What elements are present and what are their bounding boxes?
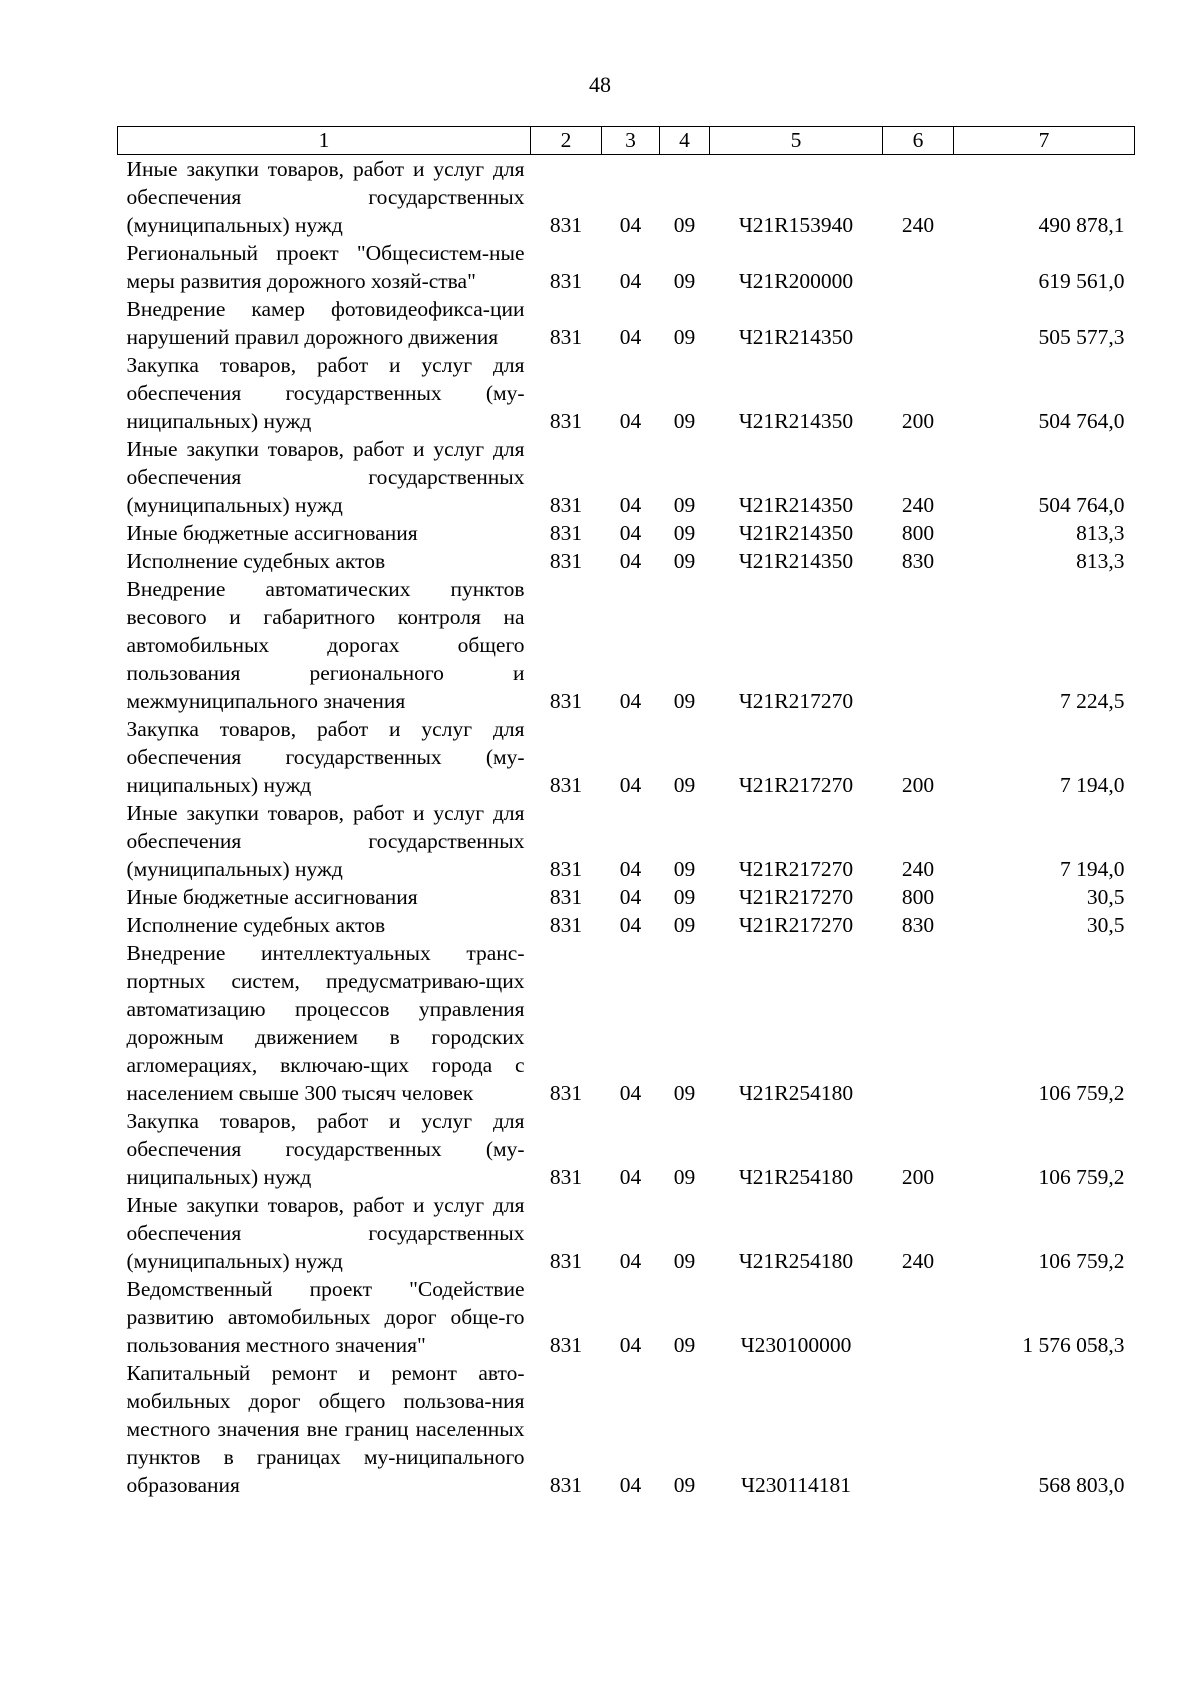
- table-row: [118, 911, 1135, 939]
- row-section-code: 04: [619, 857, 642, 881]
- table-row: [118, 1359, 1135, 1499]
- row-amount: 106 759,2: [1038, 1249, 1125, 1273]
- table-row: [118, 715, 1135, 799]
- table-row: [118, 883, 1135, 911]
- row-amount: 30,5: [1086, 885, 1125, 909]
- row-grbs-code: 831: [549, 1473, 583, 1497]
- row-amount: 504 764,0: [1038, 493, 1125, 517]
- table-row: [118, 351, 1135, 435]
- row-target-article: Ч21R217270: [738, 885, 854, 909]
- table-row: [118, 939, 1135, 1107]
- budget-table: [117, 126, 1135, 1499]
- row-expense-type: 240: [901, 1249, 935, 1273]
- row-section-code: 04: [619, 1249, 642, 1273]
- row-subsection-code: 09: [673, 689, 696, 713]
- row-name: Иные закупки товаров, работ и услуг для обеспечения государственных (муниципальных) нужд: [126, 1193, 525, 1273]
- row-expense-type: 800: [901, 885, 935, 909]
- table-row: [118, 1275, 1135, 1359]
- header-row: [118, 127, 1135, 155]
- row-grbs-code: 831: [549, 857, 583, 881]
- row-section-code: 04: [619, 409, 642, 433]
- header-col-3: 3: [602, 127, 660, 155]
- table-row: [118, 575, 1135, 715]
- header-col-5: 5: [710, 127, 883, 155]
- row-subsection-code: 09: [673, 885, 696, 909]
- row-expense-type: 800: [901, 521, 935, 545]
- row-target-article: Ч21R254180: [738, 1165, 854, 1189]
- row-section-code: 04: [619, 689, 642, 713]
- row-target-article: Ч21R217270: [738, 689, 854, 713]
- row-amount: 504 764,0: [1038, 409, 1125, 433]
- row-target-article: Ч21R214350: [738, 521, 854, 545]
- row-subsection-code: 09: [673, 1249, 696, 1273]
- row-subsection-code: 09: [673, 521, 696, 545]
- row-expense-type: 240: [901, 493, 935, 517]
- row-target-article: Ч230114181: [741, 1473, 851, 1497]
- row-section-code: 04: [619, 325, 642, 349]
- row-expense-type: [883, 239, 954, 295]
- row-expense-type: 200: [901, 409, 935, 433]
- row-name: Региональный проект "Общесистем-ные меры развития дорожного хозяй-ства": [126, 241, 525, 293]
- row-amount: 7 224,5: [1060, 689, 1125, 713]
- row-expense-type: [883, 1275, 954, 1359]
- row-target-article: Ч21R217270: [738, 773, 854, 797]
- row-amount: 813,3: [1076, 549, 1125, 573]
- row-subsection-code: 09: [673, 1333, 696, 1357]
- row-subsection-code: 09: [673, 1473, 696, 1497]
- row-name: Исполнение судебных актов: [126, 913, 386, 937]
- row-amount: 7 194,0: [1060, 857, 1125, 881]
- header-col-1: 1: [118, 127, 531, 155]
- row-name: Иные бюджетные ассигнования: [126, 521, 418, 545]
- row-subsection-code: 09: [673, 493, 696, 517]
- row-grbs-code: 831: [549, 689, 583, 713]
- row-expense-type: [883, 1359, 954, 1499]
- row-section-code: 04: [619, 1473, 642, 1497]
- row-grbs-code: 831: [549, 493, 583, 517]
- row-grbs-code: 831: [549, 269, 583, 293]
- row-grbs-code: 831: [549, 913, 583, 937]
- row-grbs-code: 831: [549, 1333, 583, 1357]
- page-number: 48: [589, 72, 611, 97]
- row-subsection-code: 09: [673, 1165, 696, 1189]
- row-amount: 30,5: [1086, 913, 1125, 937]
- row-name: Иные закупки товаров, работ и услуг для обеспечения государственных (муниципальных) нужд: [126, 801, 525, 881]
- row-name: Капитальный ремонт и ремонт авто-мобильных дорог общего пользова-ния местного значения вне границ населенных пунктов в границах му-ниципального образования: [126, 1361, 525, 1497]
- row-subsection-code: 09: [673, 857, 696, 881]
- row-target-article: Ч21R254180: [738, 1249, 854, 1273]
- row-grbs-code: 831: [549, 213, 583, 237]
- row-name: Иные бюджетные ассигнования: [126, 885, 418, 909]
- row-section-code: 04: [619, 493, 642, 517]
- row-expense-type: 830: [901, 549, 935, 573]
- row-section-code: 04: [619, 885, 642, 909]
- table-row: [118, 1107, 1135, 1191]
- row-section-code: 04: [619, 213, 642, 237]
- row-grbs-code: 831: [549, 521, 583, 545]
- row-section-code: 04: [619, 1333, 642, 1357]
- row-expense-type: 240: [901, 857, 935, 881]
- row-subsection-code: 09: [673, 549, 696, 573]
- header-col-4: 4: [660, 127, 710, 155]
- row-subsection-code: 09: [673, 325, 696, 349]
- table-body: [118, 155, 1135, 1500]
- row-name: Внедрение камер фотовидеофикса-ции нарушений правил дорожного движения: [126, 297, 525, 349]
- row-target-article: Ч21R254180: [738, 1081, 854, 1105]
- row-name: Иные закупки товаров, работ и услуг для обеспечения государственных (муниципальных) нужд: [126, 157, 525, 237]
- row-grbs-code: 831: [549, 773, 583, 797]
- row-name: Внедрение автоматических пунктов весового и габаритного контроля на автомобильных дорогах общего пользования регионального и межмуниципального значения: [126, 577, 525, 713]
- table-row: [118, 435, 1135, 519]
- row-grbs-code: 831: [549, 1081, 583, 1105]
- row-subsection-code: 09: [673, 409, 696, 433]
- row-expense-type: 240: [901, 213, 935, 237]
- row-subsection-code: 09: [673, 1081, 696, 1105]
- row-grbs-code: 831: [549, 325, 583, 349]
- table-row: [118, 239, 1135, 295]
- row-grbs-code: 831: [549, 409, 583, 433]
- row-grbs-code: 831: [549, 1165, 583, 1189]
- row-subsection-code: 09: [673, 269, 696, 293]
- row-section-code: 04: [619, 913, 642, 937]
- table-header: [118, 127, 1135, 155]
- table-row: [118, 155, 1135, 240]
- row-section-code: 04: [619, 269, 642, 293]
- header-col-6: 6: [883, 127, 954, 155]
- table-row: [118, 519, 1135, 547]
- row-amount: 813,3: [1076, 521, 1125, 545]
- row-target-article: Ч21R200000: [738, 269, 854, 293]
- row-target-article: Ч21R214350: [738, 549, 854, 573]
- row-amount: 1 576 058,3: [1022, 1333, 1125, 1357]
- row-amount: 7 194,0: [1060, 773, 1125, 797]
- row-target-article: Ч21R214350: [738, 493, 854, 517]
- header-col-7: 7: [954, 127, 1135, 155]
- row-name: Внедрение интеллектуальных транс-портных систем, предусматриваю-щих автоматизацию процессов управления дорожным движением в городских агломерациях, включаю-щих города с населением свыше 300 тысяч человек: [126, 941, 525, 1105]
- row-expense-type: 200: [901, 773, 935, 797]
- table-row: [118, 295, 1135, 351]
- row-grbs-code: 831: [549, 1249, 583, 1273]
- row-expense-type: [883, 939, 954, 1107]
- row-name: Закупка товаров, работ и услуг для обеспечения государственных (му-ниципальных) нужд: [126, 353, 525, 433]
- row-subsection-code: 09: [673, 773, 696, 797]
- row-target-article: Ч21R217270: [738, 857, 854, 881]
- row-expense-type: 830: [901, 913, 935, 937]
- row-name: Ведомственный проект "Содействие развитию автомобильных дорог обще-го пользования местного значения": [126, 1277, 525, 1357]
- row-name: Закупка товаров, работ и услуг для обеспечения государственных (му-ниципальных) нужд: [126, 717, 525, 797]
- row-target-article: Ч21R153940: [738, 213, 854, 237]
- row-expense-type: 200: [901, 1165, 935, 1189]
- row-name: Исполнение судебных актов: [126, 549, 386, 573]
- header-col-2: 2: [531, 127, 602, 155]
- row-expense-type: [883, 295, 954, 351]
- row-section-code: 04: [619, 521, 642, 545]
- row-section-code: 04: [619, 1081, 642, 1105]
- row-name: Иные закупки товаров, работ и услуг для обеспечения государственных (муниципальных) нужд: [126, 437, 525, 517]
- row-target-article: Ч21R214350: [738, 409, 854, 433]
- row-amount: 490 878,1: [1038, 213, 1125, 237]
- row-target-article: Ч230100000: [740, 1333, 852, 1357]
- row-section-code: 04: [619, 1165, 642, 1189]
- row-amount: 568 803,0: [1038, 1473, 1125, 1497]
- row-section-code: 04: [619, 549, 642, 573]
- table-row: [118, 1191, 1135, 1275]
- row-subsection-code: 09: [673, 213, 696, 237]
- table-row: [118, 547, 1135, 575]
- row-grbs-code: 831: [549, 549, 583, 573]
- row-amount: 619 561,0: [1038, 269, 1125, 293]
- row-target-article: Ч21R217270: [738, 913, 854, 937]
- row-grbs-code: 831: [549, 885, 583, 909]
- row-target-article: Ч21R214350: [738, 325, 854, 349]
- row-amount: 505 577,3: [1038, 325, 1125, 349]
- row-section-code: 04: [619, 773, 642, 797]
- row-amount: 106 759,2: [1038, 1081, 1125, 1105]
- row-subsection-code: 09: [673, 913, 696, 937]
- row-name: Закупка товаров, работ и услуг для обеспечения государственных (му-ниципальных) нужд: [126, 1109, 525, 1189]
- row-expense-type: [883, 575, 954, 715]
- table-row: [118, 799, 1135, 883]
- row-amount: 106 759,2: [1038, 1165, 1125, 1189]
